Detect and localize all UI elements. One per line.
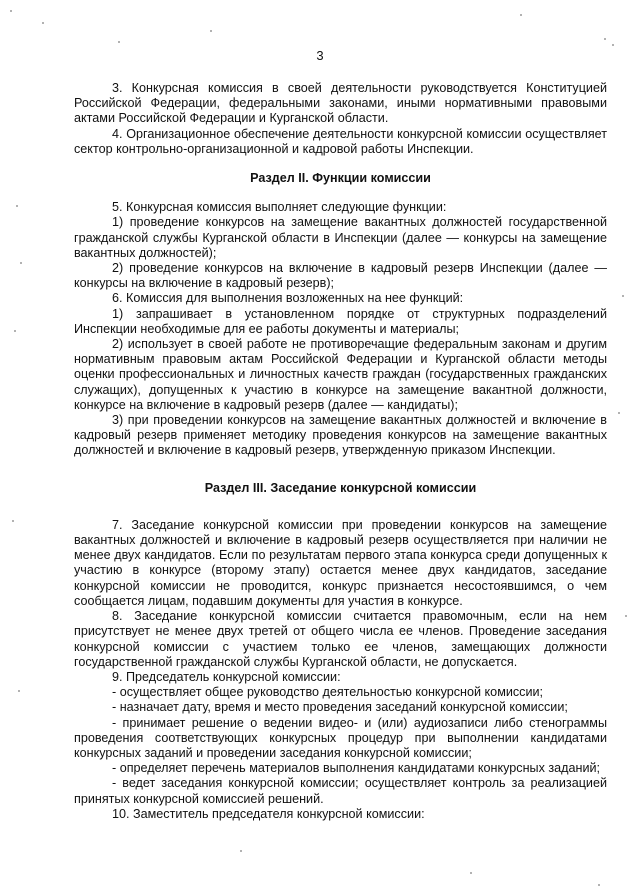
scan-speck — [12, 520, 14, 522]
scan-speck — [18, 690, 20, 692]
section-2-title: Раздел II. Функции комиссии — [250, 171, 431, 186]
paragraph-6-item-1: 1) запрашивает в установленном порядке от структурных подразделений Инспекции необходимые для ее работы документы и материалы; — [74, 306, 607, 336]
paragraph-5-item-2: 2) проведение конкурсов на включение в кадровый резерв Инспекции (далее — конкурсы на включение в кадровый резерв); — [74, 261, 607, 291]
scan-speck — [210, 30, 212, 32]
scan-speck — [240, 850, 242, 852]
scan-speck — [10, 10, 12, 12]
scan-speck — [118, 41, 120, 43]
paragraph-6-item-3: 3) при проведении конкурсов на замещение вакантных должностей и включение в кадровый резерв применяет методику проведения конкурсов на замещение вакантных должностей и включение в кадровый резерв, утвержденную приказом Инспекции. — [74, 413, 607, 458]
scan-speck — [622, 295, 624, 297]
paragraph-3: 3. Конкурсная комиссия в своей деятельности руководствуется Конституцией Российской Федерации, федеральными законами, иными нормативными правовыми актами Российской Федерации и Курганской области. — [74, 81, 607, 126]
paragraph-9-item-4: - определяет перечень материалов выполнения кандидатами конкурсных заданий; — [112, 761, 601, 776]
paragraph-9-item-5: - ведет заседания конкурсной комиссии; осуществляет контроль за реализацией принятых конкурсной комиссией решений. — [74, 776, 607, 806]
document-body — [74, 81, 607, 822]
scan-speck — [470, 872, 472, 874]
paragraph-9: 9. Председатель конкурсной комиссии: — [112, 669, 341, 684]
paragraph-5-item-1: 1) проведение конкурсов на замещение вакантных должностей государственной гражданской службы Курганской области в Инспекции (далее — конкурсы на замещение вакантных должностей); — [74, 215, 607, 260]
paragraph-8: 8. Заседание конкурсной комиссии считается правомочным, если на нем присутствует не менее двух третей от общего числа ее членов. Проведение заседания конкурсной комиссии с участием только ее членов, замещающих должности государственной гражданской службы Курганской области, не допускается. — [74, 609, 607, 669]
scan-speck — [14, 330, 16, 332]
scan-speck — [618, 412, 620, 414]
paragraph-5: 5. Конкурсная комиссия выполняет следующие функции: — [112, 200, 447, 215]
scan-speck — [598, 884, 600, 886]
scan-speck — [625, 615, 627, 617]
scan-speck — [16, 205, 18, 207]
paragraph-4: 4. Организационное обеспечение деятельности конкурсной комиссии осуществляет сектор контрольно-организационной и кадровой работы Инспекции. — [74, 126, 607, 156]
scan-speck — [520, 14, 522, 16]
paragraph-6-item-2: 2) использует в своей работе не противоречащие федеральным законам и другим нормативным правовым актам Российской Федерации и Курганской области методы оценки профессиональных и личностных качеств граждан (государственных гражданских служащих), допущенных к участию в конкурсе на замещение вакантной должности, конкурсе на включение в кадровый резерв (далее — кандидаты); — [74, 337, 607, 412]
scan-speck — [612, 44, 614, 46]
paragraph-7: 7. Заседание конкурсной комиссии при проведении конкурсов на замещение вакантных должностей и включение в кадровый резерв осуществляется при наличии не менее двух кандидатов. Если по результатам первого этапа конкурса среди допущенных к участию в конкурсе (второму этапу) остается менее двух кандидатов, заседание конкурсной комиссии не проводится, конкурс признается несостоявшимся, о чем сообщается лицам, подавшим документы для участия в конкурсе. — [74, 517, 607, 608]
paragraph-9-item-2: - назначает дату, время и место проведения заседаний конкурсной комиссии; — [112, 700, 568, 715]
scan-speck — [20, 262, 22, 264]
section-3-title: Раздел III. Заседание конкурсной комиссии — [204, 480, 477, 495]
paragraph-9-item-1: - осуществляет общее руководство деятельностью конкурсной комиссии; — [112, 685, 544, 700]
scan-speck — [42, 22, 44, 24]
paragraph-6: 6. Комиссия для выполнения возложенных на нее функций: — [112, 291, 464, 306]
paragraph-9-item-3: - принимает решение о ведении видео- и (или) аудиозаписи либо стенограммы проведения соответствующих конкурсных процедур при выполнении кандидатами конкурсных заданий и проведении заседания конкурсной комиссии; — [74, 715, 607, 760]
scan-speck — [604, 38, 606, 40]
paragraph-10: 10. Заместитель председателя конкурсной комиссии: — [112, 806, 425, 821]
page-number: 3 — [316, 48, 324, 63]
